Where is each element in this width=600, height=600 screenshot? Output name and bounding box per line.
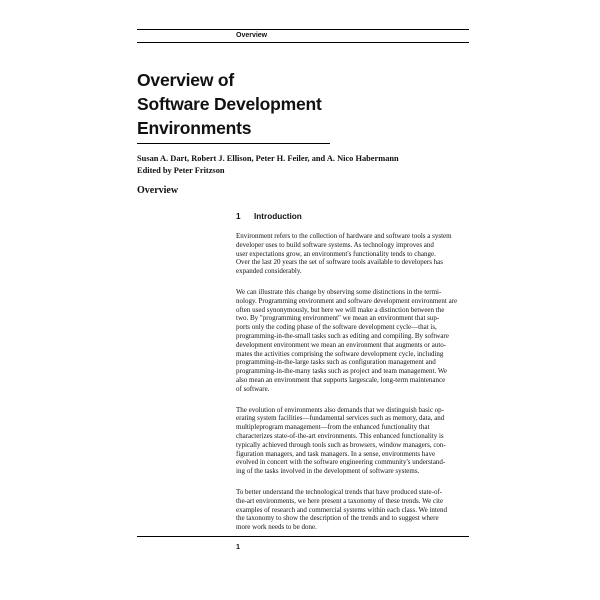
page-title — [137, 68, 467, 140]
body-text — [236, 232, 468, 544]
text-line: characterizes state-of-the-art environments. This enhanced functionality is — [236, 431, 444, 440]
footer-rule — [137, 536, 469, 537]
text-line: erating system facilities—fundamental services such as memory, data, and — [236, 414, 445, 423]
text-line: user expectations grow, an environment's functionality tends to change. — [236, 249, 436, 258]
title-line-2: Software Development — [137, 94, 322, 114]
text-line: two. By "programming environment" we mean an environment that sup- — [236, 314, 440, 323]
paragraph — [236, 232, 468, 276]
text-line: examples of research and commercial systems within each class. We intend — [236, 505, 447, 514]
title-rule — [137, 143, 330, 144]
paragraph — [236, 488, 468, 532]
page-number: 1 — [236, 542, 240, 551]
text-line: ports only the coding phase of the software development cycle—that is, — [236, 323, 437, 332]
running-head: Overview — [236, 32, 268, 39]
text-line: the taxonomy to show the description of the trends and to suggest where — [236, 514, 439, 523]
text-line: the-art environments, we here present a taxonomy of these trends. We cite — [236, 496, 444, 505]
running-head-rule — [137, 42, 469, 43]
text-line: Over the last 20 years the set of software tools available to developers has — [236, 258, 444, 267]
overview-heading: Overview — [137, 185, 179, 196]
section-title: Introduction — [254, 212, 302, 221]
section-number: 1 — [236, 212, 241, 221]
text-line: typically achieved through tools such as browsers, window managers, con- — [236, 440, 446, 449]
text-line: We can illustrate this change by observing some distinctions in the termi- — [236, 287, 442, 296]
paragraph — [236, 288, 468, 394]
text-line: programming-in-the-small tasks such as editing and compiling. By software — [236, 331, 449, 340]
title-line-3: Environments — [137, 118, 252, 138]
text-line: figuration managers, and task managers. In a sense, environments have — [236, 449, 436, 458]
text-line: evolved in concert with the software engineering community's understand- — [236, 458, 446, 467]
section-heading — [236, 212, 302, 221]
text-line: mates the activities comprising the software development cycle, including — [236, 349, 444, 358]
paragraph — [236, 406, 468, 476]
text-line: often used synonymously, but here we will make a distinction between the — [236, 305, 445, 314]
text-line: To better understand the technological trends that have produced state-of- — [236, 487, 443, 496]
text-line: ing of the tasks involved in the development of software systems. — [236, 467, 420, 476]
text-line: of software. — [236, 384, 270, 393]
text-line: nology. Programming environment and software development environment are — [236, 296, 458, 305]
text-line: Environment refers to the collection of hardware and software tools a system — [236, 232, 452, 240]
text-line: also mean an environment that supports largescale, long-term maintenance — [236, 375, 446, 384]
title-line-1: Overview of — [137, 70, 235, 90]
author-block — [137, 153, 399, 177]
text-line: multipleprogram management—from the enhanced functionality that — [236, 423, 430, 432]
editor: Edited by Peter Fritzson — [137, 166, 225, 175]
text-line: The evolution of environments also demands that we distinguish basic op- — [236, 405, 445, 414]
text-line: expanded considerably. — [236, 267, 302, 276]
text-line: programming-in-the-many tasks such as project and team management. We — [236, 367, 447, 376]
text-line: developer uses to build software systems. As technology improves and — [236, 240, 434, 249]
text-line: development environment we mean an environment that augments or auto- — [236, 340, 447, 349]
top-rule — [137, 29, 469, 30]
authors: Susan A. Dart, Robert J. Ellison, Peter H. Feiler, and A. Nico Habermann — [137, 154, 399, 163]
text-line: more work needs to be done. — [236, 523, 317, 532]
text-line: programming-in-the-large tasks such as configuration management and — [236, 358, 436, 367]
